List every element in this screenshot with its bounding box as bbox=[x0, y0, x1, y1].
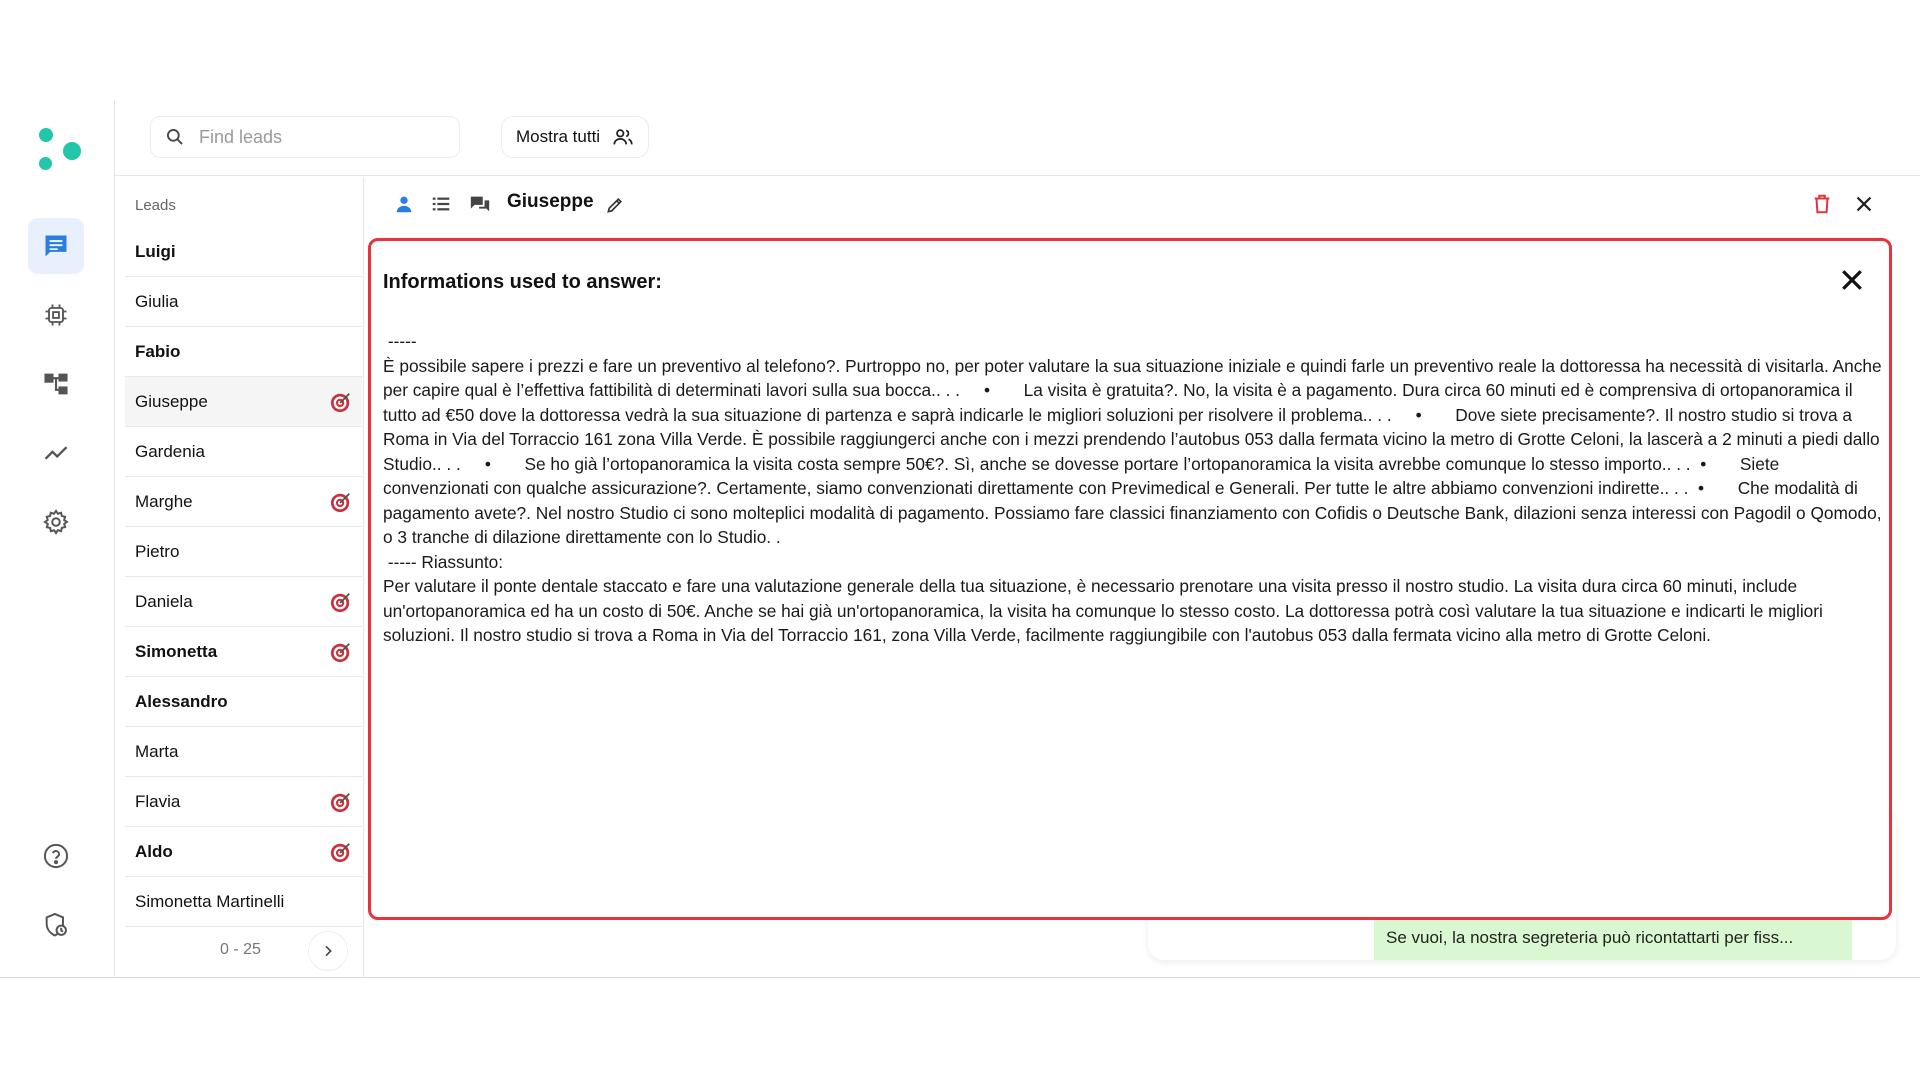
lead-name-label: Fabio bbox=[135, 341, 181, 361]
help-icon bbox=[42, 842, 70, 870]
conversation-lead-name: Giuseppe bbox=[507, 191, 594, 212]
leads-header: Leads bbox=[135, 197, 176, 214]
target-icon bbox=[330, 841, 352, 863]
lead-name-label: Pietro bbox=[135, 541, 180, 561]
nav-rail bbox=[0, 100, 115, 978]
lead-name-label: Aldo bbox=[135, 841, 173, 861]
nav-settings-button[interactable] bbox=[28, 494, 84, 550]
lead-name-label: Flavia bbox=[135, 791, 181, 811]
nav-help-button[interactable] bbox=[28, 828, 84, 884]
target-icon bbox=[330, 591, 352, 613]
target-icon bbox=[330, 641, 352, 663]
edit-icon[interactable] bbox=[605, 195, 625, 215]
show-all-label: Mostra tutti bbox=[516, 127, 601, 146]
lead-list-item[interactable] bbox=[125, 427, 362, 477]
chip-icon bbox=[42, 301, 70, 329]
target-icon bbox=[330, 491, 352, 513]
lead-name-label: Marta bbox=[135, 741, 179, 761]
search-box[interactable] bbox=[150, 116, 460, 158]
lead-list-item[interactable] bbox=[125, 877, 362, 927]
chevron-right-icon bbox=[320, 943, 336, 959]
lead-name-label: Simonetta Martinelli bbox=[135, 891, 285, 911]
lead-name-label: Gardenia bbox=[135, 441, 205, 461]
lead-list-item[interactable] bbox=[125, 677, 362, 727]
lead-name-label: Luigi bbox=[135, 241, 176, 261]
settings-icon bbox=[42, 508, 70, 536]
lead-name-label: Marghe bbox=[135, 491, 193, 511]
pagination-range: 0 - 25 bbox=[220, 941, 261, 958]
target-icon bbox=[330, 791, 352, 813]
lead-name-label: Simonetta bbox=[135, 641, 218, 661]
chat-bubbles-icon[interactable] bbox=[469, 193, 491, 215]
lead-list-item[interactable] bbox=[125, 627, 362, 677]
lead-list-item[interactable] bbox=[125, 777, 362, 827]
lead-list-item[interactable] bbox=[125, 727, 362, 777]
nav-conversations-button[interactable] bbox=[28, 218, 84, 274]
users-icon bbox=[612, 126, 634, 148]
close-icon[interactable] bbox=[1853, 193, 1875, 215]
lead-list-item[interactable] bbox=[125, 827, 362, 877]
lead-name-label: Giulia bbox=[135, 291, 179, 311]
trash-icon[interactable] bbox=[1811, 193, 1833, 215]
lead-list-item[interactable] bbox=[125, 377, 362, 427]
nav-ai-button[interactable] bbox=[28, 287, 84, 343]
search-input[interactable] bbox=[199, 127, 419, 148]
target-icon bbox=[330, 391, 352, 413]
modal-body-text: ----- È possibile sapere i prezzi e fare un preventivo al telefono?. Purtroppo no, per poter valutare la sua situazione iniziale e quindi farle un preventivo reale la dottoressa ha necessità di visitarla. Anche per capire qual è l’effettiva fattibilità di determinati lavori sulla sua bocca.. . . • La visita è gratuita?. No, la visita è a pagamento. Dura circa 60 minuti ed è comprensiva di ortopanoramica il tutto ad €50 dove la dottoressa vedrà la sua situazione di partenza e saprà indicarle le migliori soluzioni per risolvere il problema.. . . • Dove siete precisamente?. Il nostro studio si trova a Roma in Via del Torraccio 161 zona Villa Verde. È possibile raggiungerci anche con i mezzi prendendo l’autobus 053 dalla fermata vicino la metro di Grotte Celoni, la lascerà a 2 minuti a piedi dallo Studio.. . . • Se ho già l’ortopanoramica la visita costa sempre 50€?. Sì, anche se dovesse portare l’ortopanoramica la visita avrebbe comunque lo stesso importo.. . . • Siete convenzionati con qualche assicurazione?. Certamente, siamo convenzionati direttamente con Previmedical e Generali. Per tutte le altre abbiamo convenzioni indirette.. . . • Che modalità di pagamento avete?. Nel nostro Studio ci sono molteplici modalità di pagamento. Possiamo fare classici finanziamento con Cofidis o Deutsche Bank, dilazioni senza interessi con Pagodil o Qomodo, o 3 tranche di dilazione direttamente con lo Studio. . ----- Riassunto: Per valutare il ponte dentale staccato e fare una valutazione generale della tua situazione, è necessario prenotare una visita presso il nostro studio. La visita dura circa 60 minuti, include un'ortopanoramica ed ha un costo di 50€. Anche se hai già un'ortopanoramica, la visita ha comunque lo stesso costo. La dottoressa potrà così valutare la tua situazione e indicarti le migliori soluzioni. Il nostro studio si trova a Roma in Via del Torraccio 161, zona Villa Verde, facilmente raggiungibile con l'autobus 053 dalla fermata vicino alla metro di Grotte Celoni. bbox=[383, 331, 1882, 645]
brand-logo bbox=[36, 125, 86, 175]
lead-list-item[interactable] bbox=[125, 327, 362, 377]
chat-message-bubble: Se vuoi, la nostra segreteria può ricontattarti per fiss... bbox=[1374, 920, 1852, 960]
top-bar bbox=[115, 100, 1920, 176]
user-icon[interactable] bbox=[393, 193, 415, 215]
lead-list-item[interactable] bbox=[125, 477, 362, 527]
next-page-button[interactable] bbox=[308, 931, 348, 971]
lead-list-item[interactable] bbox=[125, 577, 362, 627]
lead-list-item[interactable] bbox=[125, 227, 362, 277]
modal-title: Informations used to answer: bbox=[383, 271, 662, 293]
lead-name-label: Daniela bbox=[135, 591, 193, 611]
flow-icon bbox=[42, 370, 70, 398]
search-icon bbox=[165, 127, 185, 147]
shield-clock-icon bbox=[42, 911, 70, 939]
conversation-header bbox=[365, 177, 1920, 233]
nav-analytics-button[interactable] bbox=[28, 425, 84, 481]
show-all-button[interactable] bbox=[501, 116, 649, 158]
lead-list-item[interactable] bbox=[125, 527, 362, 577]
lead-name-label: Giuseppe bbox=[135, 391, 208, 411]
information-modal bbox=[368, 238, 1892, 920]
modal-close-icon[interactable] bbox=[1837, 265, 1867, 295]
app-window bbox=[0, 100, 1920, 978]
leads-panel bbox=[115, 177, 364, 978]
chat-icon bbox=[42, 232, 70, 260]
lead-name-label: Alessandro bbox=[135, 691, 228, 711]
nav-flows-button[interactable] bbox=[28, 356, 84, 412]
nav-security-button[interactable] bbox=[28, 897, 84, 953]
lead-list-item[interactable] bbox=[125, 277, 362, 327]
list-icon[interactable] bbox=[430, 193, 452, 215]
analytics-icon bbox=[42, 439, 70, 467]
